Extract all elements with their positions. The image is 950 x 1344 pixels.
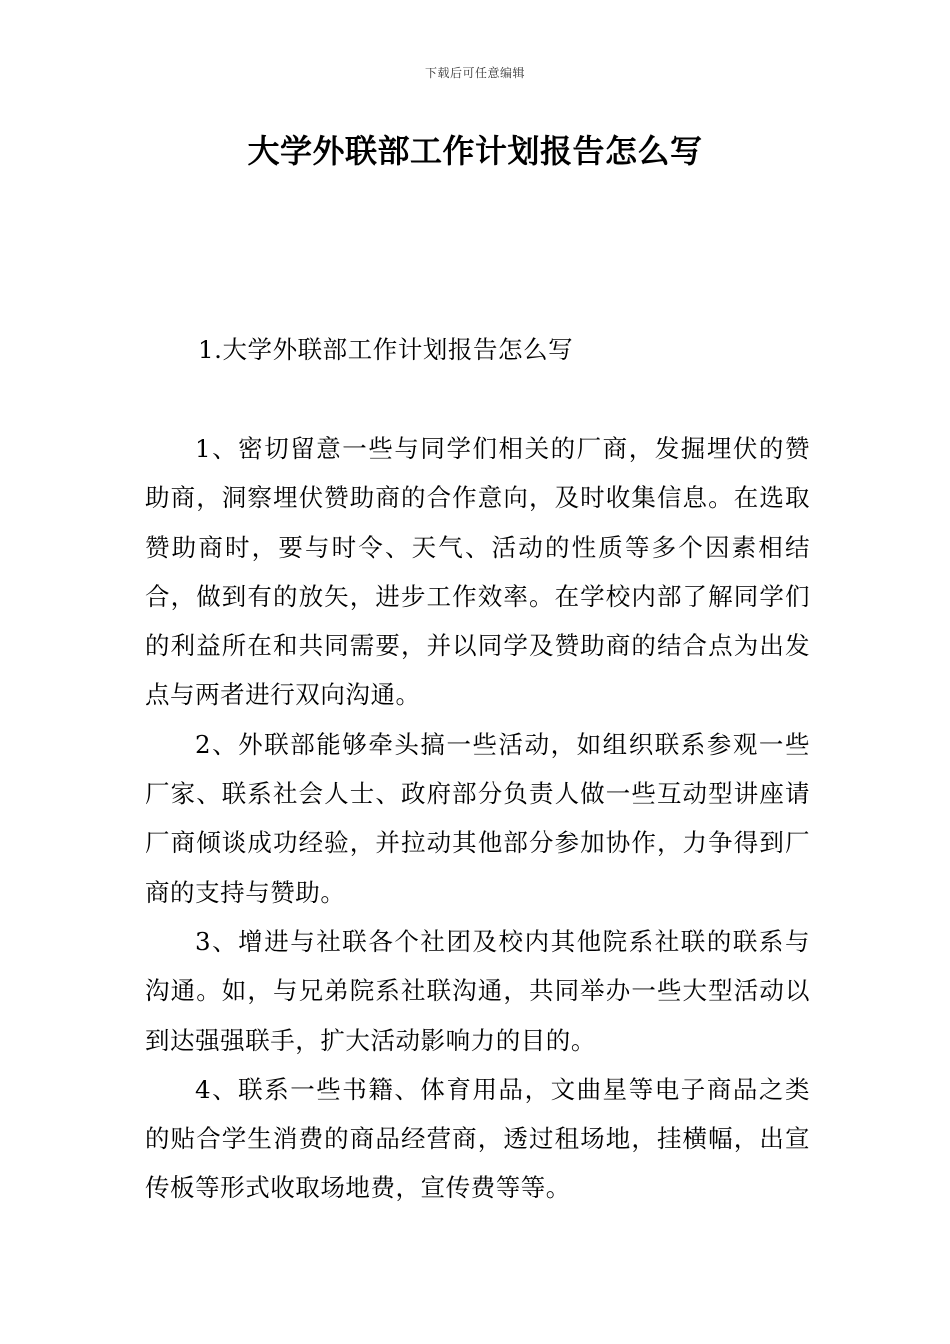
- header-note: 下载后可任意编辑: [424, 66, 525, 80]
- section-heading: 1.大学外联部工作计划报告怎么写: [198, 335, 574, 364]
- paragraph-4: 4、联系一些书籍、体育用品，文曲星等电子商品之类的贴合学生消费的商品经营商，透过租场地，挂横幅，出宣传板等形式收取场地费，宣传费等等。: [145, 1074, 810, 1203]
- paragraph-1: 1、密切留意一些与同学们相关的厂商，发掘埋伏的赞助商，洞察埋伏赞助商的合作意向，及时收集信息。在选取赞助商时，要与时令、天气、活动的性质等多个因素相结合，做到有的放矢，进步工作效率。在学校内部了解同学们的利益所在和共同需要，并以同学及赞助商的结合点为出发点与两者进行双向沟通。: [145, 434, 810, 710]
- paragraph-2: 2、外联部能够牵头搞一些活动，如组织联系参观一些厂家、联系社会人士、政府部分负责人做一些互动型讲座请厂商倾谈成功经验，并拉动其他部分参加协作，力争得到厂商的支持与赞助。: [145, 729, 810, 907]
- document-body: [145, 424, 810, 1213]
- document-title: 大学外联部工作计划报告怎么写: [247, 132, 703, 170]
- paragraph-3: 3、增进与社联各个社团及校内其他院系社联的联系与沟通。如，与兄弟院系社联沟通，共同举办一些大型活动以到达强强联手，扩大活动影响力的目的。: [145, 926, 810, 1055]
